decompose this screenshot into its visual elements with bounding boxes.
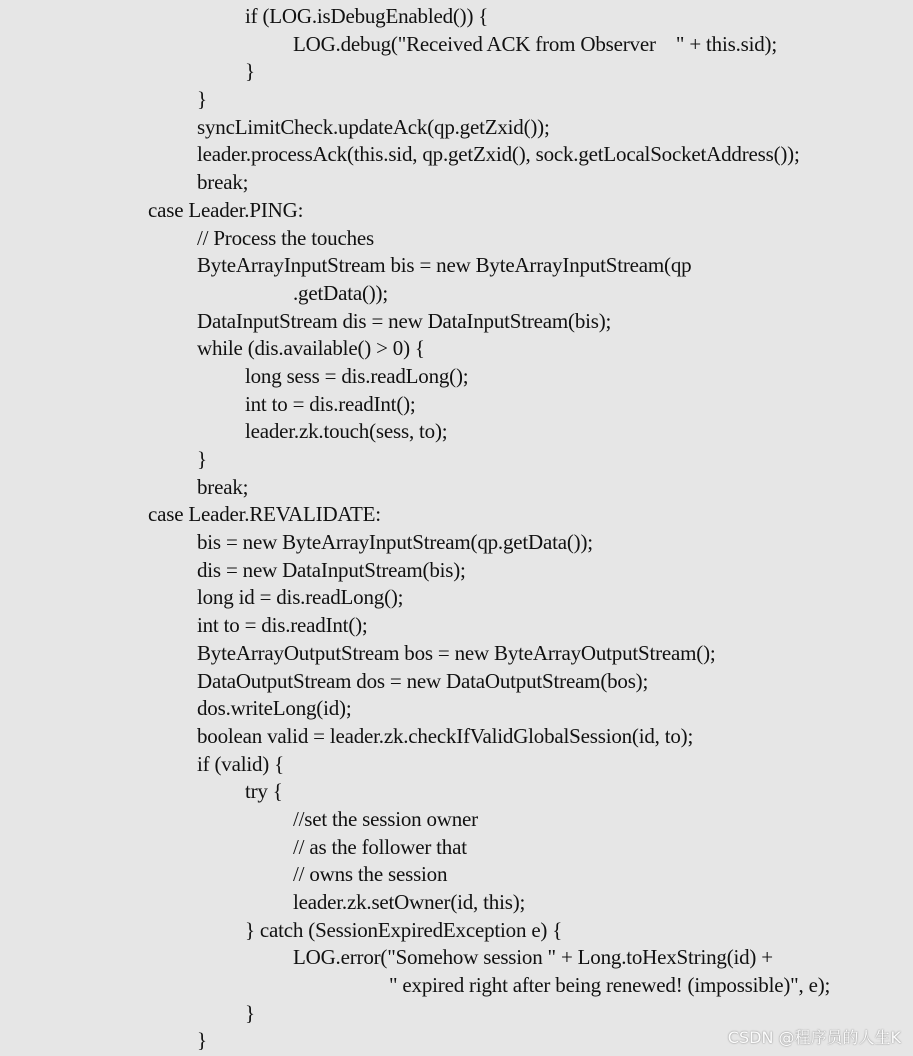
code-line bbox=[0, 225, 913, 253]
code-line bbox=[0, 695, 913, 723]
code-line bbox=[0, 751, 913, 779]
code-line bbox=[0, 141, 913, 169]
code-line-text: long sess = dis.readLong(); bbox=[245, 363, 469, 388]
code-line bbox=[0, 308, 913, 336]
code-line-text: if (valid) { bbox=[197, 751, 284, 776]
code-line-text: DataInputStream dis = new DataInputStream(bis); bbox=[197, 308, 612, 333]
code-line-text: } catch (SessionExpiredException e) { bbox=[245, 917, 563, 942]
code-line-text: long id = dis.readLong(); bbox=[197, 585, 404, 610]
code-line bbox=[0, 58, 913, 86]
code-line bbox=[0, 557, 913, 585]
code-line bbox=[0, 363, 913, 391]
code-line-text: break; bbox=[197, 474, 249, 499]
code-line-text: syncLimitCheck.updateAck(qp.getZxid()); bbox=[197, 114, 550, 139]
code-line bbox=[0, 612, 913, 640]
code-line-text: leader.processAck(this.sid, qp.getZxid(), sock.getLocalSocketAddress()); bbox=[197, 142, 800, 167]
code-line-text: case Leader.PING: bbox=[148, 197, 304, 222]
code-line bbox=[0, 640, 913, 668]
code-line-text: if (LOG.isDebugEnabled()) { bbox=[245, 4, 489, 28]
code-line-text: //set the session owner bbox=[293, 806, 478, 831]
code-line-text: } bbox=[197, 87, 207, 112]
code-line bbox=[0, 391, 913, 419]
code-line bbox=[0, 529, 913, 557]
code-line bbox=[0, 335, 913, 363]
code-line bbox=[0, 917, 913, 945]
code-line-text: LOG.error("Somehow session " + Long.toHexString(id) + bbox=[293, 945, 773, 970]
code-line bbox=[0, 3, 913, 31]
code-line bbox=[0, 723, 913, 751]
code-line-text: } bbox=[197, 1028, 207, 1053]
code-line bbox=[0, 806, 913, 834]
code-line-text: case Leader.REVALIDATE: bbox=[148, 502, 381, 527]
code-line bbox=[0, 1000, 913, 1028]
code-line bbox=[0, 972, 913, 1000]
code-line-text: LOG.debug("Received ACK from Observer " + this.sid); bbox=[293, 31, 777, 56]
code-line-text: DataOutputStream dos = new DataOutputStream(bos); bbox=[197, 668, 649, 693]
code-line-text: boolean valid = leader.zk.checkIfValidGlobalSession(id, to); bbox=[197, 723, 694, 748]
code-line-text: while (dis.available() > 0) { bbox=[197, 336, 425, 361]
code-line bbox=[0, 834, 913, 862]
code-line-text: try { bbox=[245, 779, 283, 804]
code-line-text: break; bbox=[197, 170, 249, 195]
code-line-text: ByteArrayOutputStream bos = new ByteArrayOutputStream(); bbox=[197, 640, 716, 665]
code-line bbox=[0, 86, 913, 114]
code-line bbox=[0, 252, 913, 280]
code-line bbox=[0, 418, 913, 446]
code-line-text: } bbox=[245, 59, 255, 84]
code-line-text: bis = new ByteArrayInputStream(qp.getData()); bbox=[197, 530, 593, 555]
code-line bbox=[0, 668, 913, 696]
code-line bbox=[0, 944, 913, 972]
code-line-text: } bbox=[197, 447, 207, 471]
code-line-text: ByteArrayInputStream bis = new ByteArrayInputStream(qp bbox=[197, 253, 692, 278]
code-line-text: dos.writeLong(id); bbox=[197, 696, 352, 721]
code-line bbox=[0, 501, 913, 529]
code-line-text: .getData()); bbox=[293, 280, 388, 305]
code-line-text: // owns the session bbox=[293, 862, 448, 887]
code-line bbox=[0, 114, 913, 142]
code-line bbox=[0, 197, 913, 225]
code-line bbox=[0, 474, 913, 502]
code-line-text: leader.zk.touch(sess, to); bbox=[245, 419, 448, 444]
code-line-text: leader.zk.setOwner(id, this); bbox=[293, 890, 526, 914]
code-line bbox=[0, 584, 913, 612]
code-line-text: int to = dis.readInt(); bbox=[245, 391, 416, 416]
code-line bbox=[0, 889, 913, 917]
code-line bbox=[0, 861, 913, 889]
code-line-text: dis = new DataInputStream(bis); bbox=[197, 557, 466, 582]
csdn-watermark: CSDN @程序员的人生K bbox=[727, 1028, 901, 1047]
code-line bbox=[0, 778, 913, 806]
code-line bbox=[0, 169, 913, 197]
code-line-text: // Process the touches bbox=[197, 225, 374, 250]
code-line-text: int to = dis.readInt(); bbox=[197, 613, 368, 638]
code-line bbox=[0, 31, 913, 59]
code-block bbox=[0, 3, 913, 1055]
code-line-text: } bbox=[245, 1000, 255, 1025]
code-line bbox=[0, 446, 913, 474]
code-line-text: " expired right after being renewed! (impossible)", e); bbox=[389, 973, 831, 998]
code-line-text: // as the follower that bbox=[293, 834, 467, 859]
code-line bbox=[0, 280, 913, 308]
